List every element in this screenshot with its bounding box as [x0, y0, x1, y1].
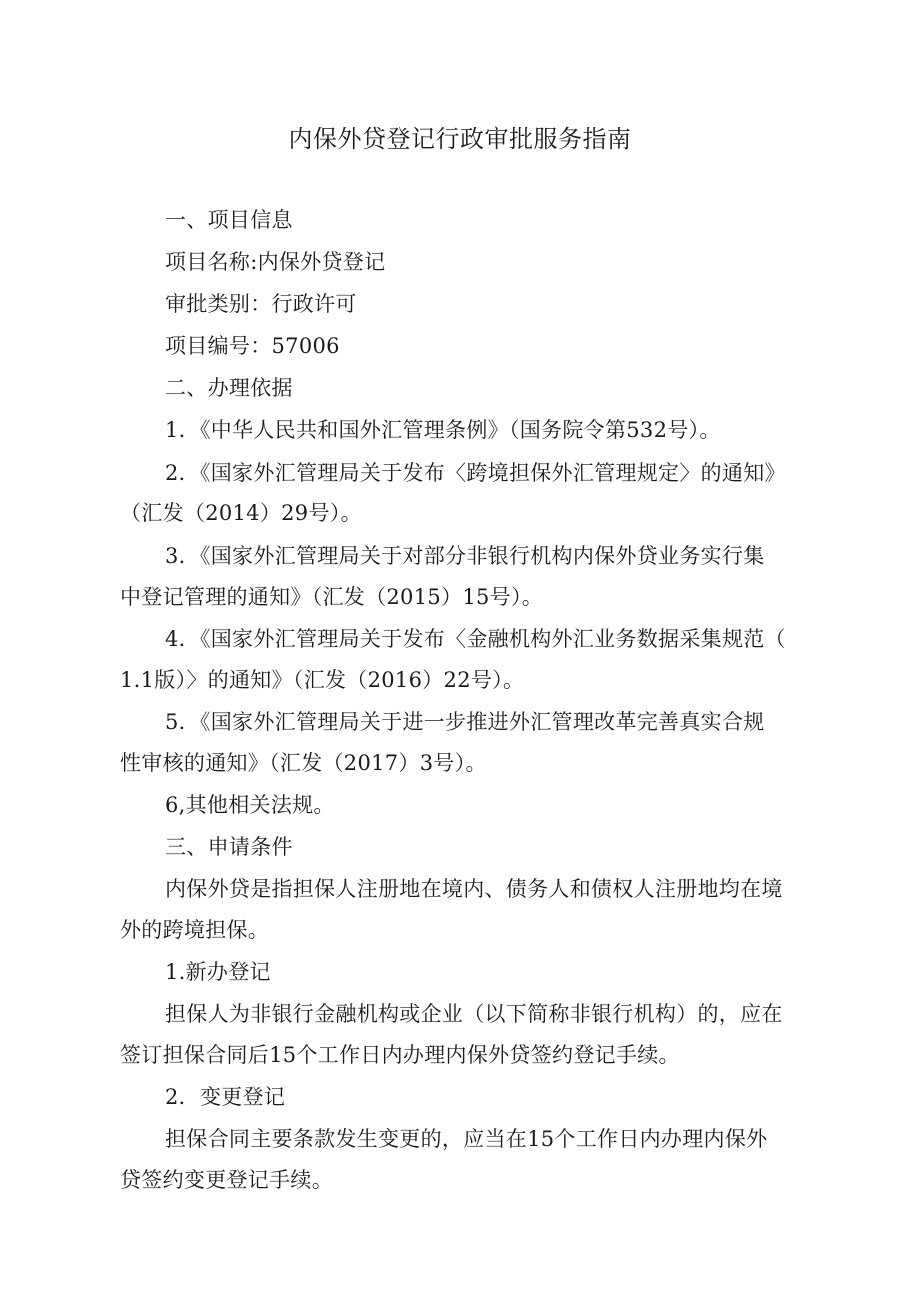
document-title: 内保外贷登记行政审批服务指南 — [288, 125, 632, 153]
change-registration-paragraph: 担保合同主要条款发生变更的，应当在15个工作日内办理内保外 — [165, 1127, 768, 1151]
project-name-line: 项目名称:内保外贷登记 — [165, 250, 386, 274]
section-heading-project-info: 一、项目信息 — [165, 208, 293, 232]
basis-item-2-cont: （汇发（2014）29号）。 — [120, 501, 362, 525]
basis-item-4: 4．《国家外汇管理局关于发布〈金融机构外汇业务数据采集规范（ — [165, 627, 786, 651]
basis-item-3: 3．《国家外汇管理局关于对部分非银行机构内保外贷业务实行集 — [165, 544, 765, 568]
conditions-paragraph-cont: 外的跨境担保。 — [120, 918, 270, 942]
subheading-new-registration: 1.新办登记 — [165, 960, 271, 984]
approval-category-line: 审批类别：行政许可 — [165, 292, 357, 316]
basis-item-3-cont: 中登记管理的通知》（汇发（2015）15号）。 — [120, 585, 544, 609]
basis-item-1: 1．《中华人民共和国外汇管理条例》（国务院令第532号）。 — [165, 418, 721, 442]
basis-item-4-cont: 1.1版）〉的通知》（汇发（2016）22号）。 — [120, 668, 525, 692]
basis-item-5-cont: 性审核的通知》（汇发（2017）3号）。 — [120, 751, 487, 775]
section-heading-conditions: 三、申请条件 — [165, 835, 293, 859]
new-registration-paragraph: 担保人为非银行金融机构或企业（以下简称非银行机构）的，应在 — [165, 1002, 783, 1026]
conditions-paragraph: 内保外贷是指担保人注册地在境内、债务人和债权人注册地均在境 — [165, 877, 783, 901]
section-heading-basis: 二、办理依据 — [165, 376, 293, 400]
subheading-change-registration: 2．变更登记 — [165, 1085, 286, 1109]
basis-item-2: 2．《国家外汇管理局关于发布〈跨境担保外汇管理规定〉的通知》 — [165, 461, 786, 485]
basis-item-5: 5．《国家外汇管理局关于进一步推进外汇管理改革完善真实合规 — [165, 710, 765, 734]
change-registration-paragraph-cont: 贷签约变更登记手续。 — [120, 1168, 333, 1192]
project-number-line: 项目编号：57006 — [165, 334, 340, 358]
new-registration-paragraph-cont: 签订担保合同后15个工作日内办理内保外贷签约登记手续。 — [120, 1043, 680, 1067]
basis-item-6: 6,其他相关法规。 — [165, 793, 335, 817]
